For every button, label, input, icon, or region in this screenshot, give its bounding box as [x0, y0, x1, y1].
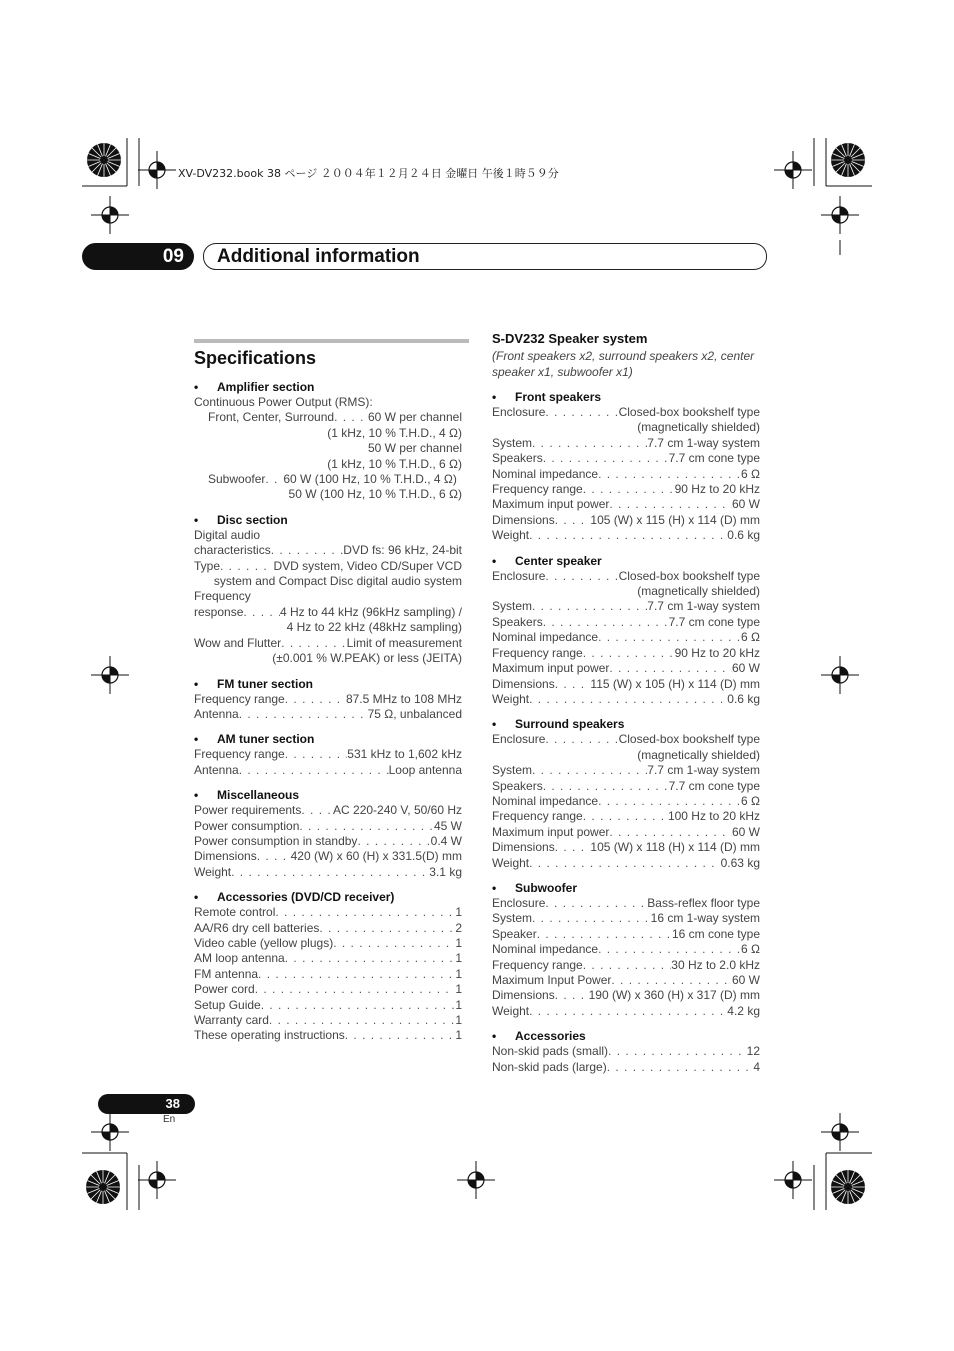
spec-label: Speakers — [492, 614, 543, 629]
spec-value: 0.4 W — [430, 833, 462, 848]
front-enclosure-value2: (magnetically shielded) — [637, 420, 760, 435]
spec-value: 90 Hz to 20 kHz — [674, 482, 760, 497]
spec-value: 7.7 cm 1-way system — [647, 435, 760, 450]
amplifier-heading: • Amplifier section — [194, 380, 315, 394]
chapter-title: Additional information — [203, 243, 767, 270]
spec-label: Non-skid pads (small) — [492, 1044, 609, 1059]
spec-label: Power cord — [194, 982, 255, 997]
misc-heading: • Miscellaneous — [194, 788, 300, 803]
spec-label: Nominal impedance — [492, 793, 599, 808]
spec-row — [492, 794, 760, 809]
spec-row — [194, 803, 462, 818]
spec-value: 60 W — [731, 661, 760, 676]
spec-label: Weight — [492, 1003, 530, 1018]
spec-label: Dimensions — [492, 988, 555, 1003]
spec-row — [492, 809, 760, 824]
surround-enclosure-value2: (magnetically shielded) — [637, 747, 760, 762]
spec-label: Video cable (yellow plugs) — [194, 935, 334, 950]
spec-label: Maximum input power — [492, 824, 610, 839]
spec-value: 30 Hz to 2.0 kHz — [671, 957, 760, 972]
fm-rows — [194, 692, 462, 723]
spec-value: 87.5 MHz to 108 MHz — [345, 691, 462, 706]
spec-label: Non-skid pads (large) — [492, 1059, 607, 1074]
spec-row — [194, 951, 462, 966]
spec-label: Antenna — [194, 762, 239, 777]
spec-label: Weight — [194, 864, 232, 879]
spec-label: Dimensions — [492, 840, 555, 855]
disc-type-row: Type . . . DVD system, Video CD/Super VCD — [194, 559, 462, 574]
specifications-title: Specifications — [194, 348, 317, 368]
spec-value: 4 — [753, 1059, 760, 1074]
spec-row — [492, 1044, 760, 1059]
spec-value: 0.6 kg — [727, 528, 760, 543]
spec-row — [194, 865, 462, 880]
amplifier-sub-row: Subwoofer . . . 60 W (100 Hz, 10 % T.H.D., 4 Ω) — [194, 472, 462, 487]
spec-value: 105 (W) x 115 (H) x 114 (D) mm — [590, 512, 760, 527]
spec-label: Frequency range — [492, 809, 583, 824]
page-language: En — [163, 1114, 176, 1125]
disc-frequency: Frequency — [194, 589, 251, 604]
spec-row — [194, 692, 462, 707]
spec-label: Power requirements — [194, 803, 302, 818]
speaker-system-title: S-DV232 Speaker system — [492, 331, 648, 346]
spec-row — [194, 921, 462, 936]
spec-label: Power consumption in standby — [194, 833, 358, 848]
spec-value: 531 kHz to 1,602 kHz — [347, 747, 462, 762]
spec-row — [492, 677, 760, 692]
spec-row — [492, 1060, 760, 1075]
spec-label: Frequency range — [492, 482, 583, 497]
file-header-line: XV-DV232.book 38 ページ ２００４年１２月２４日 金曜日 午後１時５９分 — [178, 167, 559, 180]
spec-value: 1 — [455, 951, 462, 966]
accessories-receiver-rows — [194, 905, 462, 1044]
spec-row — [492, 927, 760, 942]
spec-row — [492, 646, 760, 661]
spec-value: 6 Ω — [741, 466, 760, 481]
spec-row — [194, 967, 462, 982]
spec-value: 7.7 cm cone type — [668, 778, 760, 793]
spec-value: 16 cm 1-way system — [650, 911, 760, 926]
spec-value: 2 — [455, 920, 462, 935]
spec-label: Speakers — [492, 778, 543, 793]
spec-label: Setup Guide — [194, 997, 261, 1012]
speaker-accessories-heading: • Accessories — [492, 1029, 586, 1044]
center-enclosure-row: Enclosure . . . Closed-box bookshelf type — [492, 569, 760, 584]
spec-value: 90 Hz to 20 kHz — [674, 645, 760, 660]
spec-label: Nominal impedance — [492, 466, 599, 481]
spec-value: 420 (W) x 60 (H) x 331.5(D) mm — [290, 849, 462, 864]
spec-value: 1 — [455, 982, 462, 997]
subwoofer-rows — [492, 896, 760, 1019]
spec-label: Weight — [492, 691, 530, 706]
page-number: 38 — [98, 1094, 195, 1114]
spec-value: 75 Ω, unbalanced — [367, 706, 462, 721]
surround-rows — [492, 763, 760, 871]
spec-value: 1 — [455, 905, 462, 920]
specifications-rule — [194, 339, 469, 343]
spec-row — [492, 1004, 760, 1019]
misc-rows — [194, 803, 462, 880]
spec-row — [194, 982, 462, 997]
spec-label: Frequency range — [194, 747, 285, 762]
spec-label: Dimensions — [194, 849, 257, 864]
amplifier-intro: Continuous Power Output (RMS): — [194, 395, 373, 409]
spec-row — [492, 615, 760, 630]
spec-value: 1 — [455, 966, 462, 981]
spec-value: 60 W — [731, 973, 760, 987]
spec-row — [492, 528, 760, 543]
spec-label: Warranty card — [194, 1013, 269, 1027]
amplifier-sub-value2: 50 W (100 Hz, 10 % T.H.D., 6 Ω) — [288, 487, 462, 502]
front-rows — [492, 436, 760, 544]
spec-value: 0.63 kg — [720, 855, 760, 870]
spec-label: Maximum input power — [492, 661, 610, 676]
spec-row — [492, 896, 760, 911]
right-column — [492, 331, 760, 1075]
disc-heading: • Disc section — [194, 512, 288, 527]
spec-value: 3.1 kg — [429, 864, 462, 879]
spec-value: 1 — [455, 1028, 462, 1043]
spec-label: Weight — [492, 528, 530, 543]
amplifier-front-cond1: (1 kHz, 10 % T.H.D., 4 Ω) — [327, 425, 462, 440]
spec-label: Dimensions — [492, 512, 555, 527]
spec-row — [194, 834, 462, 849]
spec-label: System — [492, 435, 533, 450]
spec-value: 7.7 cm 1-way system — [647, 599, 760, 614]
spec-row — [194, 763, 462, 778]
spec-row — [194, 707, 462, 722]
disc-wow-value2: (±0.001 % W.PEAK) or less (JEITA) — [272, 651, 462, 666]
spec-label: Remote control — [194, 905, 276, 920]
spec-label: Speakers — [492, 451, 543, 466]
subwoofer-heading: • Subwoofer — [492, 880, 577, 895]
amplifier-front-cond2: (1 kHz, 10 % T.H.D., 6 Ω) — [327, 456, 462, 471]
spec-value: Loop antenna — [388, 762, 462, 777]
surround-enclosure-row: Enclosure . . . Closed-box bookshelf type — [492, 732, 760, 747]
spec-row — [492, 958, 760, 973]
disc-response-row: response . . . 4 Hz to 44 kHz (96kHz sampling) / — [194, 605, 462, 620]
spec-value: 7.7 cm 1-way system — [647, 763, 760, 778]
spec-value: 6 Ω — [741, 942, 760, 957]
spec-value: 12 — [746, 1044, 760, 1059]
amplifier-front-row: Front, Center, Surround . . . 60 W per channel — [194, 410, 462, 425]
spec-row — [492, 973, 760, 988]
center-rows — [492, 599, 760, 707]
spec-value: 6 Ω — [741, 630, 760, 645]
spec-label: Nominal impedance — [492, 630, 599, 645]
disc-digital-audio: Digital audio — [194, 527, 261, 542]
accessories-receiver-heading: • Accessories (DVD/CD receiver) — [194, 890, 395, 905]
center-enclosure-value2: (magnetically shielded) — [637, 584, 760, 599]
spec-value: 1 — [455, 1013, 462, 1027]
spec-row — [492, 856, 760, 871]
spec-row — [492, 497, 760, 512]
spec-row — [492, 840, 760, 855]
spec-label: System — [492, 911, 533, 926]
disc-characteristics-row: characteristics . . . DVD fs: 96 kHz, 24-bit — [194, 543, 462, 558]
spec-row — [492, 482, 760, 497]
spec-row — [492, 763, 760, 778]
spec-row — [492, 825, 760, 840]
spec-label: FM antenna — [194, 966, 259, 981]
spec-label: Weight — [492, 855, 530, 870]
spec-row — [492, 988, 760, 1003]
front-enclosure-row: Enclosure . . . Closed-box bookshelf type — [492, 405, 760, 420]
spec-value: 7.7 cm cone type — [668, 451, 760, 466]
spec-label: System — [492, 599, 533, 614]
left-column — [194, 339, 462, 1044]
disc-response-value2: 4 Hz to 22 kHz (48kHz sampling) — [286, 620, 462, 635]
spec-label: These operating instructions — [194, 1028, 345, 1043]
spec-row — [492, 436, 760, 451]
amplifier-front-value2: 50 W per channel — [367, 441, 462, 456]
spec-label: Speaker — [492, 926, 537, 941]
spec-row — [194, 936, 462, 951]
spec-value: 60 W — [731, 497, 760, 512]
disc-type-value2: system and Compact Disc digital audio system — [213, 574, 462, 589]
spec-label: Frequency range — [194, 691, 285, 706]
spec-row — [492, 661, 760, 676]
spec-value: 190 (W) x 360 (H) x 317 (D) mm — [588, 988, 760, 1003]
spec-row — [492, 779, 760, 794]
spec-value: 0.6 kg — [727, 691, 760, 706]
center-speaker-heading: • Center speaker — [492, 553, 602, 568]
spec-row — [194, 849, 462, 864]
surround-speakers-heading: • Surround speakers — [492, 717, 625, 732]
spec-row — [492, 599, 760, 614]
spec-row — [492, 467, 760, 482]
spec-label: Enclosure — [492, 895, 546, 910]
spec-row — [492, 513, 760, 528]
spec-label: Maximum input power — [492, 497, 610, 512]
am-heading: • AM tuner section — [194, 732, 315, 747]
spec-value: 100 Hz to 20 kHz — [667, 809, 760, 824]
spec-row — [492, 692, 760, 707]
spec-label: Maximum Input Power — [492, 973, 612, 987]
spec-row — [492, 911, 760, 926]
spec-label: Antenna — [194, 706, 239, 721]
spec-row — [492, 451, 760, 466]
fm-heading: • FM tuner section — [194, 676, 314, 691]
disc-wow-row: Wow and Flutter . . . Limit of measurement — [194, 636, 462, 651]
spec-label: Frequency range — [492, 645, 583, 660]
speaker-system-subtitle: (Front speakers x2, surround speakers x2, center speaker x1, subwoofer x1) — [492, 349, 755, 379]
spec-value: 6 Ω — [741, 793, 760, 808]
spec-row — [194, 905, 462, 920]
spec-value: Bass-reflex floor type — [647, 895, 760, 910]
spec-value: 105 (W) x 118 (H) x 114 (D) mm — [590, 840, 760, 855]
spec-label: AM loop antenna — [194, 951, 285, 966]
spec-label: Frequency range — [492, 957, 583, 972]
spec-value: 4.2 kg — [727, 1003, 760, 1018]
spec-value: 45 W — [433, 818, 462, 833]
spec-value: 60 W — [731, 824, 760, 839]
front-speakers-heading: • Front speakers — [492, 390, 602, 404]
am-rows — [194, 747, 462, 778]
spec-row — [194, 1013, 462, 1028]
spec-row — [492, 630, 760, 645]
spec-value: 1 — [455, 935, 462, 950]
spec-value: AC 220-240 V, 50/60 Hz — [333, 803, 462, 818]
spec-value: 16 cm cone type — [671, 926, 760, 941]
spec-value: 1 — [455, 997, 462, 1012]
spec-label: Dimensions — [492, 676, 555, 691]
spec-value: 115 (W) x 105 (H) x 114 (D) mm — [590, 676, 760, 691]
spec-label: Power consumption — [194, 818, 300, 833]
spec-row — [492, 942, 760, 957]
spec-row — [194, 1028, 462, 1043]
spec-label: AA/R6 dry cell batteries — [194, 920, 320, 935]
chapter-number: 09 — [82, 243, 194, 270]
spec-label: System — [492, 763, 533, 778]
spec-value: 7.7 cm cone type — [668, 614, 760, 629]
spec-row — [194, 747, 462, 762]
speaker-accessories-rows — [492, 1044, 760, 1075]
spec-row — [194, 998, 462, 1013]
spec-label: Nominal impedance — [492, 942, 599, 957]
spec-row — [194, 819, 462, 834]
